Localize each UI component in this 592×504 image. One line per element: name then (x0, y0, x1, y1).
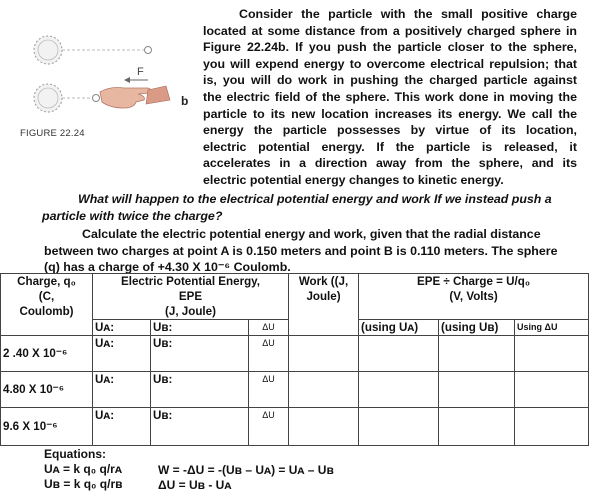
ub-cell[interactable]: Uʙ: (151, 408, 249, 446)
hand-icon (100, 86, 170, 108)
sphere-diagram (20, 28, 200, 138)
intro-line: you will expend energy to overcome electrical repulsion; that (203, 56, 577, 71)
intro-line: particle to its new location increases its energy. We call the (203, 106, 577, 121)
header-charge-line: Coulomb) (19, 305, 74, 318)
header-charge (1, 274, 93, 336)
ratio-b-cell[interactable] (439, 336, 515, 372)
intro-line: accelerates in a direction away from the sphere, and its (203, 156, 577, 171)
ratio-du-cell[interactable] (515, 336, 589, 372)
ub-cell[interactable]: Uʙ: (151, 336, 249, 372)
intro-paragraph (203, 6, 577, 189)
intro-line: energy the particle possesses by virtue of its location, (203, 123, 577, 138)
subheader-ua: Uᴀ: (93, 320, 151, 336)
work-cell[interactable] (289, 336, 359, 372)
header-epe-line: EPE (178, 290, 203, 303)
ua-cell[interactable]: Uᴀ: (93, 408, 151, 446)
subheader-using-ub: (using Uʙ) (439, 320, 515, 336)
work-cell[interactable] (289, 408, 359, 446)
header-work-line: Joule) (306, 290, 341, 303)
ratio-b-cell[interactable] (439, 372, 515, 408)
intro-line: is, you will do work in pushing the charged particle against (203, 73, 577, 88)
equation-ub: Uʙ = k q₀ q/rʙ (44, 477, 123, 491)
intro-line: located at some distance from a positively charged sphere in (203, 23, 577, 38)
ratio-du-cell[interactable] (515, 408, 589, 446)
charge-cell: 2 .40 X 10⁻⁶ (1, 336, 93, 372)
equation-du: ΔU = Uʙ - Uᴀ (158, 478, 232, 492)
header-ratio (359, 274, 589, 320)
label-f: F (137, 66, 144, 78)
header-epe-line: (J, Joule) (165, 305, 216, 318)
subheader-ub: Uʙ: (151, 320, 249, 336)
intro-line: the electric field of the sphere. This work done in moving the (203, 89, 577, 104)
header-work (289, 274, 359, 336)
equations-title: Equations: (44, 447, 106, 461)
data-table (0, 273, 589, 446)
subheader-using-du: Using ΔU (515, 320, 589, 336)
header-charge-line: Charge, q₀ (17, 275, 76, 288)
ub-cell[interactable]: Uʙ: (151, 372, 249, 408)
ratio-b-cell[interactable] (439, 408, 515, 446)
equation-ua: Uᴀ = k q₀ q/rᴀ (44, 462, 122, 476)
subheader-du: ΔU (249, 320, 289, 336)
table-header-row (1, 274, 589, 320)
work-cell[interactable] (289, 372, 359, 408)
equation-work: W = -ΔU = -(Uʙ – Uᴀ) = Uᴀ – Uʙ (158, 463, 334, 477)
task-line-3: (q) has a charge of +4.30 X 10⁻⁶ Coulomb. (44, 260, 291, 274)
ratio-a-cell[interactable] (359, 372, 439, 408)
intro-line: Consider the particle with the small positive charge (239, 7, 577, 21)
intro-line: electric potential energy. If the particle is released, it (203, 139, 577, 154)
du-cell[interactable]: ΔU (249, 372, 289, 408)
du-cell[interactable]: ΔU (249, 408, 289, 446)
header-charge-line: (C, (38, 290, 55, 303)
ratio-du-cell[interactable] (515, 372, 589, 408)
ratio-a-cell[interactable] (359, 408, 439, 446)
equations-block (44, 447, 123, 492)
figure-caption: FIGURE 22.24 (20, 128, 85, 139)
question-line-2: particle with twice the charge? (42, 209, 223, 223)
charge-cell: 4.80 X 10⁻⁶ (1, 372, 93, 408)
header-epe (93, 274, 289, 320)
task-line-2: between two charges at point A is 0.150 meters and point B is 0.110 meters. The sphere (44, 244, 558, 258)
header-work-line: Work ((J, (298, 275, 349, 288)
header-epe-line: Electric Potential Energy, (121, 275, 260, 288)
ua-cell[interactable]: Uᴀ: (93, 372, 151, 408)
subheader-using-ua: (using Uᴀ) (359, 320, 439, 336)
intro-line: Figure 22.24b. If you push the particle closer to the sphere, (203, 40, 577, 55)
header-ratio-line: EPE ÷ Charge = U/q₀ (417, 275, 531, 288)
question-line-1: What will happen to the electrical potential energy and work If we instead push a (78, 192, 552, 206)
intro-line: electric potential energy changes to kinetic energy. (203, 172, 504, 187)
ratio-a-cell[interactable] (359, 336, 439, 372)
table-row (1, 372, 589, 408)
du-cell[interactable]: ΔU (249, 336, 289, 372)
label-b: b (181, 94, 189, 108)
table-row (1, 336, 589, 372)
task-line-1: Calculate the electric potential energy and work, given that the radial distance (82, 227, 541, 241)
figure-22-24 (20, 28, 200, 158)
ua-cell[interactable]: Uᴀ: (93, 336, 151, 372)
header-ratio-line: (V, Volts) (449, 290, 498, 303)
charge-cell: 9.6 X 10⁻⁶ (1, 408, 93, 446)
table-row (1, 408, 589, 446)
